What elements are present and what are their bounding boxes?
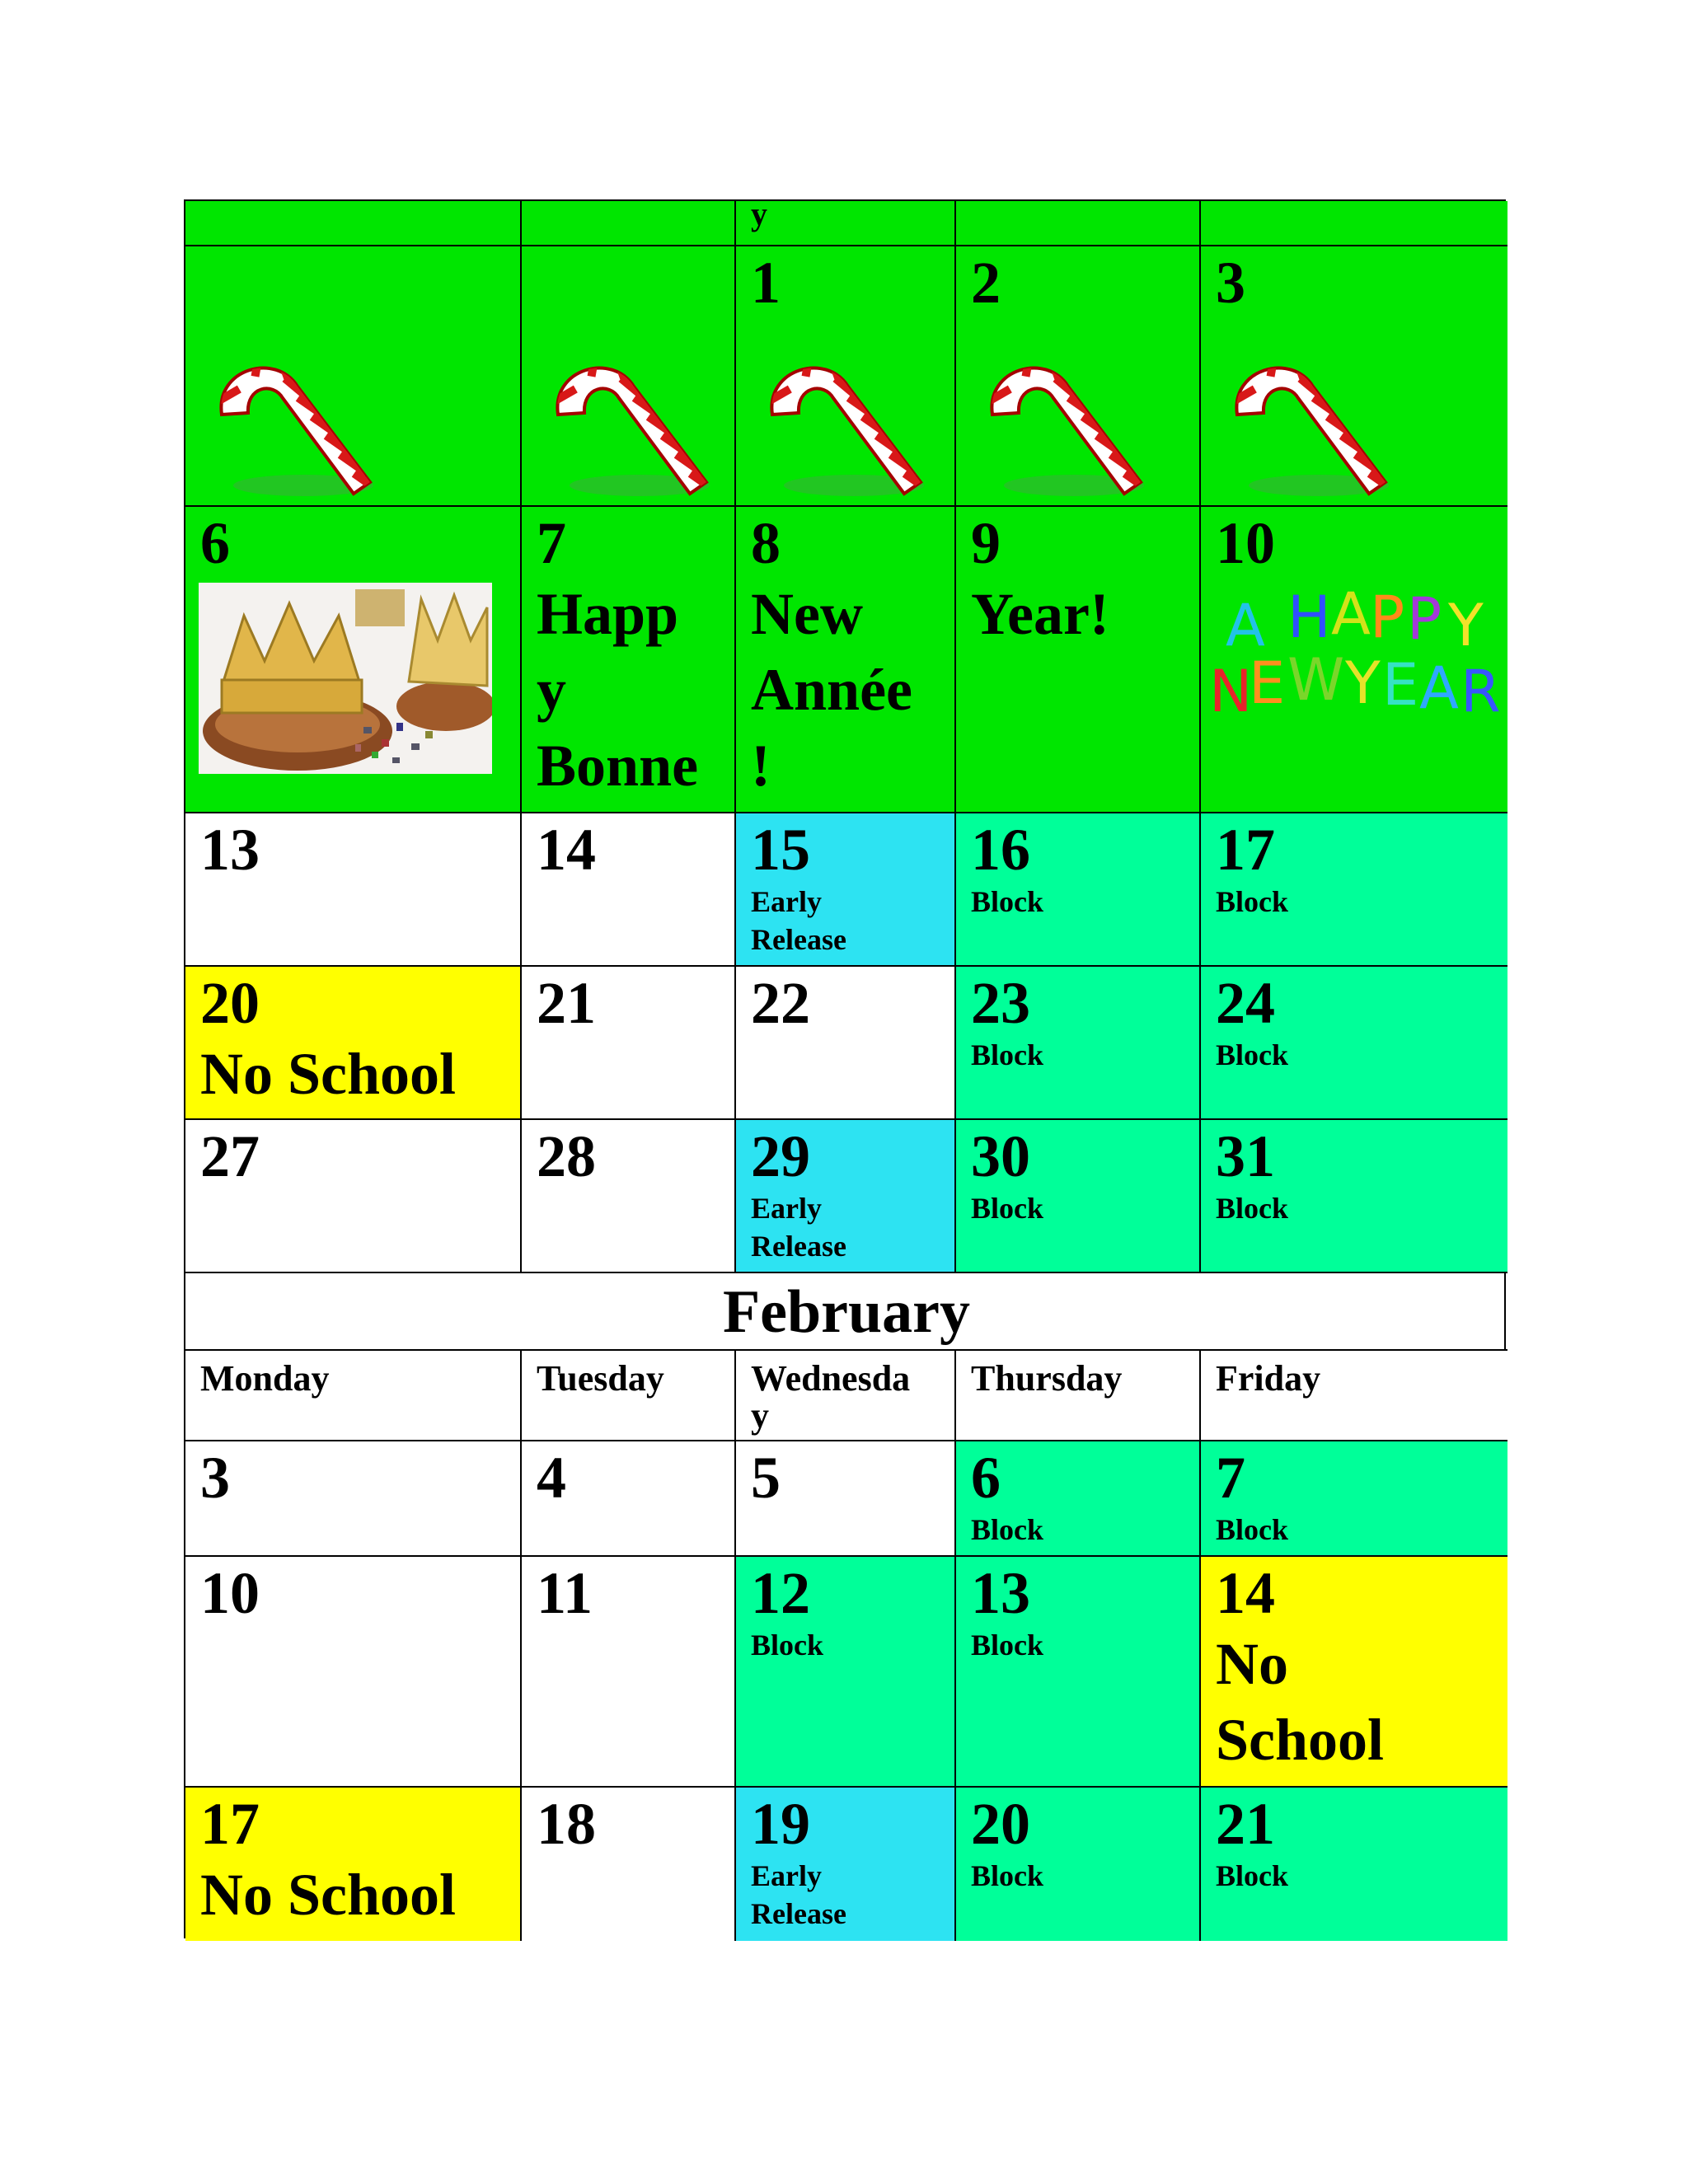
day-cell-jan-3: 3 xyxy=(1201,246,1507,507)
day-cell-jan-9: 9 Year! xyxy=(956,507,1201,813)
day-cell-jan-6: 6 xyxy=(185,507,522,813)
day-cell-jan-10: 10 A H A P P Y N E W Y E A R xyxy=(1201,507,1507,813)
day-cell-jan-20: 20 No School xyxy=(185,967,522,1120)
header-cell-fri xyxy=(1201,201,1507,246)
day-cell-jan-29: 29 Early Release xyxy=(736,1120,956,1273)
day-cell-jan-7: 7 Happ y Bonne xyxy=(522,507,736,813)
day-cell-jan-1: 1 xyxy=(736,246,956,507)
day-cell-jan-16: 16 Block xyxy=(956,813,1201,967)
day-cell-feb-7: 7 Block xyxy=(1201,1441,1507,1557)
svg-text:P: P xyxy=(1370,583,1405,651)
day-cell-feb-21: 21 Block xyxy=(1201,1788,1507,1941)
day-cell-feb-10: 10 xyxy=(185,1557,522,1788)
day-cell-feb-3: 3 xyxy=(185,1441,522,1557)
month-title-february: February xyxy=(185,1273,1507,1351)
day-cell-jan-17: 17 Block xyxy=(1201,813,1507,967)
svg-text:A: A xyxy=(1419,654,1459,719)
day-cell-jan-28: 28 xyxy=(522,1120,736,1273)
day-cell-feb-17: 17 No School xyxy=(185,1788,522,1941)
day-cell-feb-14: 14 No School xyxy=(1201,1557,1507,1788)
header-cell-tue xyxy=(522,201,736,246)
candy-cane-icon xyxy=(200,344,382,500)
svg-text:Y: Y xyxy=(1345,649,1381,717)
candy-cane-icon xyxy=(1216,344,1397,500)
happy-new-year-image xyxy=(1209,579,1506,719)
day-cell-jan-24: 24 Block xyxy=(1201,967,1507,1120)
svg-text:A: A xyxy=(1331,580,1371,648)
day-cell-blank-1 xyxy=(185,246,522,507)
day-cell-jan-13: 13 xyxy=(185,813,522,967)
header-cell-wed: y xyxy=(736,201,956,246)
day-cell-feb-19: 19 Early Release xyxy=(736,1788,956,1941)
day-cell-feb-13: 13 Block xyxy=(956,1557,1201,1788)
day-cell-feb-18: 18 xyxy=(522,1788,736,1941)
day-cell-jan-30: 30 Block xyxy=(956,1120,1201,1273)
svg-text:H: H xyxy=(1287,583,1331,651)
day-cell-feb-12: 12 Block xyxy=(736,1557,956,1788)
weekday-thursday: Thursday xyxy=(956,1351,1201,1441)
day-cell-jan-22: 22 xyxy=(736,967,956,1120)
day-cell-jan-8: 8 New Année ! xyxy=(736,507,956,813)
day-cell-jan-15: 15 Early Release xyxy=(736,813,956,967)
svg-text:E: E xyxy=(1382,651,1419,719)
svg-text:Y: Y xyxy=(1448,592,1484,659)
weekday-friday: Friday xyxy=(1201,1351,1507,1441)
weekday-wednesday: Wednesda y xyxy=(736,1351,956,1441)
day-cell-jan-31: 31 Block xyxy=(1201,1120,1507,1273)
day-cell-feb-11: 11 xyxy=(522,1557,736,1788)
day-cell-feb-6: 6 Block xyxy=(956,1441,1201,1557)
day-cell-jan-21: 21 xyxy=(522,967,736,1120)
header-cell-mon xyxy=(185,201,522,246)
day-cell-feb-4: 4 xyxy=(522,1441,736,1557)
candy-cane-icon xyxy=(537,344,718,500)
weekday-monday: Monday xyxy=(185,1351,522,1441)
svg-text:R: R xyxy=(1461,658,1501,719)
svg-text:E: E xyxy=(1249,649,1286,717)
svg-text:N: N xyxy=(1209,658,1253,719)
day-cell-jan-27: 27 xyxy=(185,1120,522,1273)
day-cell-feb-5: 5 xyxy=(736,1441,956,1557)
day-cell-jan-2: 2 xyxy=(956,246,1201,507)
candy-cane-icon xyxy=(971,344,1152,500)
day-cell-blank-2 xyxy=(522,246,736,507)
svg-text:P: P xyxy=(1407,585,1442,653)
day-cell-jan-23: 23 Block xyxy=(956,967,1201,1120)
svg-text:W: W xyxy=(1287,646,1345,714)
svg-text:A: A xyxy=(1226,592,1265,659)
weekday-tuesday: Tuesday xyxy=(522,1351,736,1441)
header-cell-thu xyxy=(956,201,1201,246)
calendar-table xyxy=(184,199,1506,1938)
candy-cane-icon xyxy=(751,344,932,500)
galette-des-rois-image xyxy=(199,583,492,774)
day-cell-jan-14: 14 xyxy=(522,813,736,967)
day-cell-feb-20: 20 Block xyxy=(956,1788,1201,1941)
